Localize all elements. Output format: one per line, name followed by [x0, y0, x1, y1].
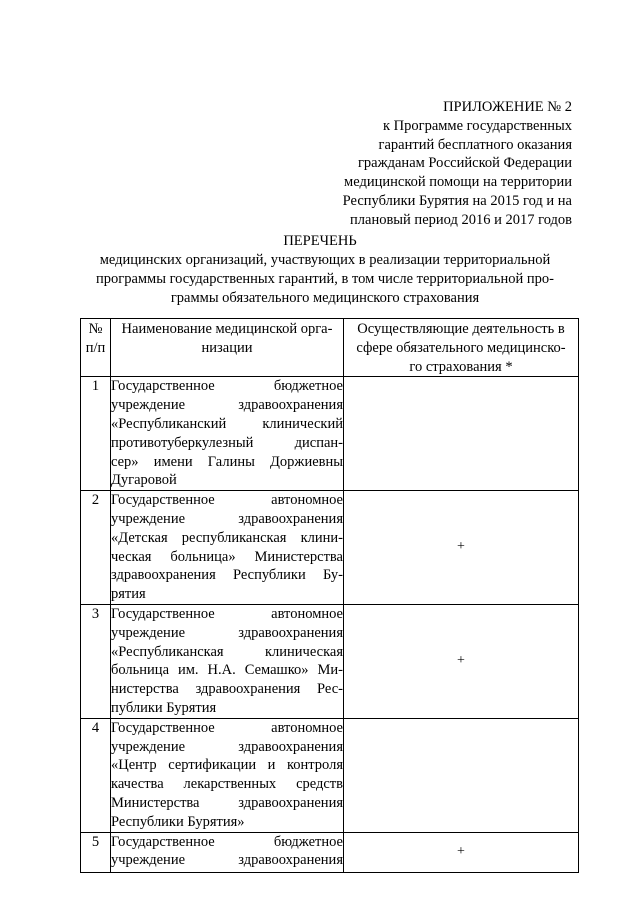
- subtitle-line: программы государственных гарантий, в том числе территориальной про-: [95, 270, 554, 287]
- table-row: [81, 491, 579, 605]
- name-line: качества лекарственных средств: [111, 776, 343, 793]
- header-name-line: Наименование медицинской орга-: [121, 321, 333, 337]
- oms-mark: [344, 718, 579, 832]
- name-line: здравоохранения Республики Бу-: [111, 567, 343, 584]
- header-oms-line: го страхования *: [409, 358, 513, 375]
- appendix-line: к Программе государственных: [382, 117, 572, 134]
- organizations-table: [80, 318, 579, 873]
- header-num-line: №: [88, 321, 103, 337]
- header-num-line: п/п: [85, 339, 106, 356]
- table-row: [81, 718, 579, 832]
- name-line: Государственное автономное: [111, 492, 343, 509]
- oms-mark: +: [344, 604, 579, 718]
- organization-name: [111, 491, 344, 605]
- header-oms-line: сфере обязательного медицинско-: [356, 339, 566, 356]
- row-number: 5: [81, 832, 111, 872]
- name-line: «Центр сертификации и контроля: [111, 757, 343, 774]
- name-line: противотуберкулезный диспан-: [111, 434, 343, 451]
- table-header-row: [81, 319, 579, 377]
- appendix-line: гарантий бесплатного оказания: [378, 136, 572, 153]
- name-line: сер» имени Галины Доржиевны: [111, 453, 343, 470]
- name-line: Государственное автономное: [111, 719, 343, 736]
- appendix-line: гражданам Российской Федерации: [357, 155, 572, 172]
- subtitle-line: граммы обязательного медицинского страхования: [170, 289, 480, 306]
- name-line: учреждение здравоохранения: [111, 624, 343, 641]
- name-line: больница им. Н.А. Семашко» Ми-: [111, 662, 343, 679]
- organization-name: [111, 377, 344, 491]
- name-line: учреждение здравоохранения: [111, 738, 343, 755]
- name-line: нистерства здравоохранения Рес-: [111, 681, 343, 698]
- header-oms-line: Осуществляющие деятельность в: [357, 321, 565, 337]
- table-row: [81, 377, 579, 491]
- header-name: [111, 319, 344, 377]
- header-name-line: низации: [201, 339, 253, 356]
- name-line: «Республиканский клинический: [111, 415, 343, 432]
- header-oms: [344, 319, 579, 377]
- document-subtitle: [80, 251, 570, 307]
- appendix-line: ПРИЛОЖЕНИЕ № 2: [443, 99, 572, 115]
- name-line: «Детская республиканская клини-: [111, 529, 343, 546]
- organization-name: [111, 604, 344, 718]
- organization-name: [111, 832, 344, 872]
- appendix-heading: [343, 98, 572, 230]
- name-line: Министерства здравоохранения: [111, 794, 343, 811]
- row-number: 3: [81, 604, 111, 718]
- row-number: 1: [81, 377, 111, 491]
- document-title: ПЕРЕЧЕНЬ: [283, 233, 357, 249]
- name-line: ческая больница» Министерства: [111, 548, 343, 565]
- table-row: [81, 832, 579, 872]
- appendix-line: Республики Бурятия на 2015 год и на: [342, 192, 572, 209]
- name-line: Республики Бурятия»: [111, 813, 245, 830]
- name-line: публики Бурятия: [111, 699, 217, 716]
- table-row: [81, 604, 579, 718]
- name-line: «Республиканская клиническая: [111, 643, 343, 660]
- header-num: [81, 319, 111, 377]
- appendix-line: плановый период 2016 и 2017 годов: [350, 211, 572, 228]
- name-line: Государственное бюджетное: [111, 833, 343, 850]
- oms-mark: +: [344, 832, 579, 872]
- appendix-line: медицинской помощи на территории: [344, 174, 572, 191]
- name-line: Государственное бюджетное: [111, 378, 343, 395]
- name-line: рятия: [111, 586, 146, 603]
- name-line: Государственное автономное: [111, 605, 343, 622]
- name-line: Дугаровой: [111, 472, 177, 489]
- oms-mark: [344, 377, 579, 491]
- organization-name: [111, 718, 344, 832]
- name-line: учреждение здравоохранения: [111, 397, 343, 414]
- name-line: учреждение здравоохранения: [111, 852, 343, 869]
- row-number: 4: [81, 718, 111, 832]
- row-number: 2: [81, 491, 111, 605]
- oms-mark: +: [344, 491, 579, 605]
- name-line: учреждение здравоохранения: [111, 510, 343, 527]
- subtitle-line: медицинских организаций, участвующих в реализации территориальной: [99, 252, 551, 268]
